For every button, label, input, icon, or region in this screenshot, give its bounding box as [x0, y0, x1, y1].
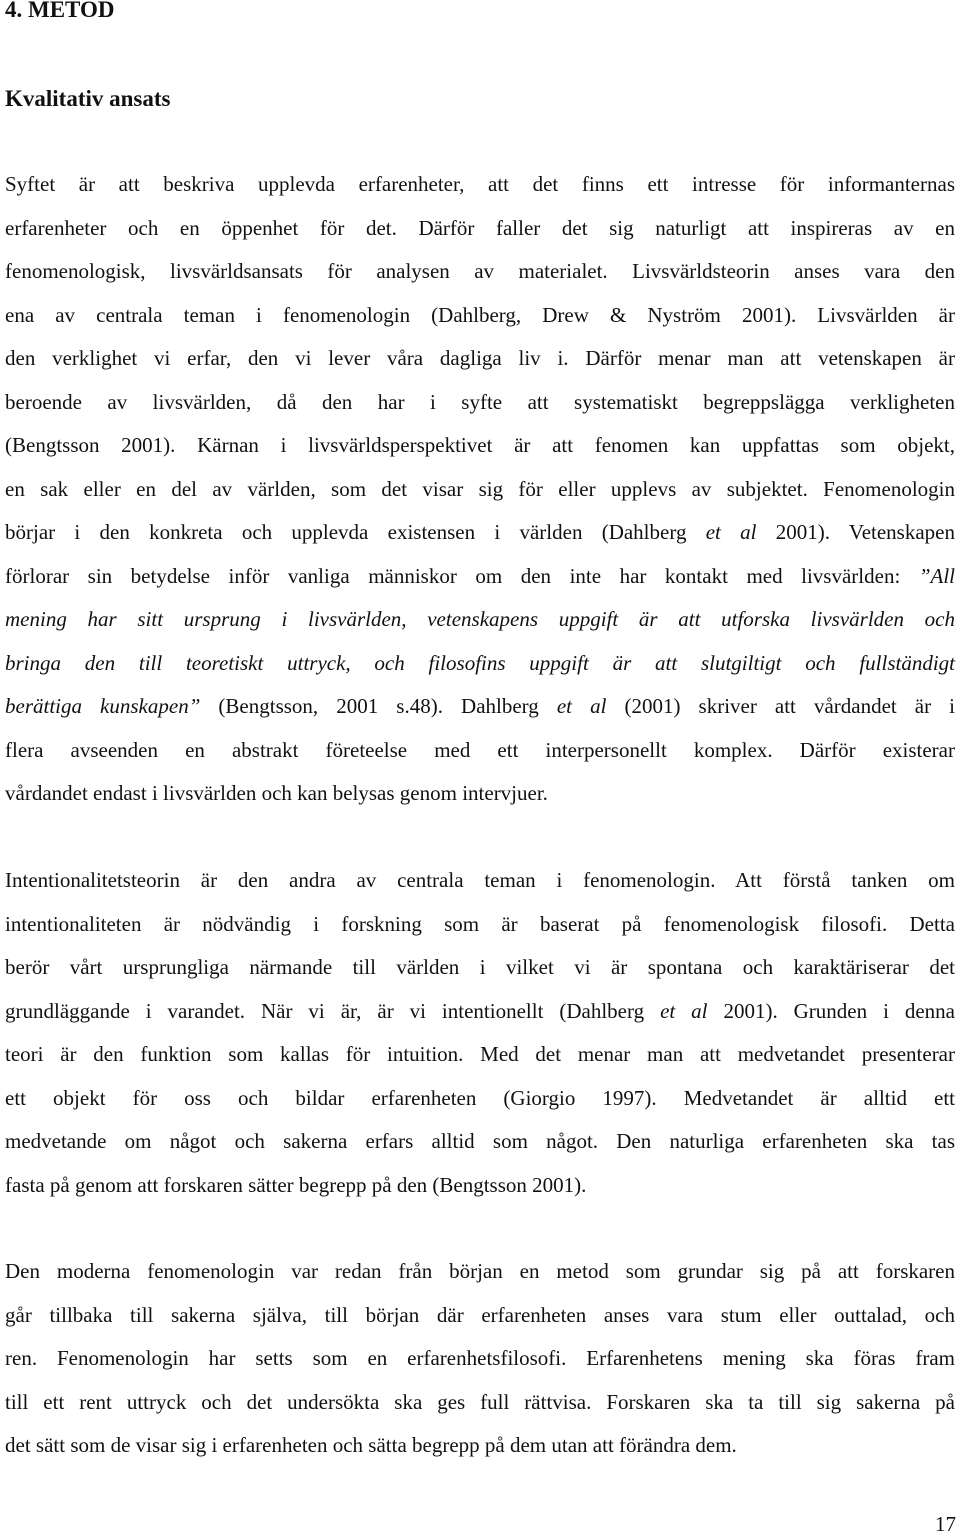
- text-line: [5, 555, 955, 599]
- body-text: ett objekt för oss och bildar erfarenheten (Giorgio 1997). Medvetandet är alltid ett: [5, 1085, 955, 1110]
- body-text: grundläggande i varandet. När vi är, är vi intentionellt (Dahlberg: [5, 998, 661, 1023]
- text-line: [5, 990, 955, 1034]
- body-text: Syftet är att beskriva upplevda erfarenheter, att det finns ett intresse för informanternas: [5, 172, 955, 196]
- text-line: [5, 598, 955, 642]
- text-line: [5, 642, 955, 686]
- text-line: [5, 424, 955, 468]
- body-text: ren. Fenomenologin har setts som en erfarenhetsfilosofi. Erfarenhetens mening ska föras fram: [5, 1346, 955, 1370]
- text-line: [5, 772, 955, 816]
- text-line: [5, 1033, 955, 1077]
- text-line: [5, 1294, 955, 1338]
- body-text: börjar i den konkreta och upplevda existensen i världen (Dahlberg: [5, 520, 706, 544]
- body-text: till ett rent uttryck och det undersökta ska ges full rättvisa. Forskaren ska ta till sig sakerna på: [5, 1389, 955, 1414]
- body-text: intentionaliteten är nödvändig i forskning som är baserat på fenomenologisk filosofi. Detta: [5, 911, 955, 936]
- body-text: teori är den funktion som kallas för intuition. Med det menar man att medvetandet presenterar: [5, 1042, 955, 1066]
- body-text: fasta på genom att forskaren sätter begrepp på den (Bengtsson 2001).: [5, 1172, 587, 1197]
- body-text: fenomenologisk, livsvärldsansats för analysen av materialet. Livsvärldsteorin anses vara den: [5, 259, 955, 283]
- body-text: (Bengtsson 2001). Kärnan i livsvärldsperspektivet är att fenomen kan uppfattas som objekt,: [5, 433, 955, 457]
- body-text: medvetande om något och sakerna erfars alltid som något. Den naturliga erfarenheten ska tas: [5, 1129, 955, 1153]
- text-line: [5, 381, 955, 425]
- text-line: [5, 1077, 955, 1121]
- body-text: 2001). Grunden i denna: [707, 998, 955, 1023]
- body-text: erfarenheter och en öppenhet för det. Därför faller det sig naturligt att inspireras av en: [5, 215, 955, 240]
- text-line: [5, 163, 955, 207]
- text-line: [5, 685, 955, 729]
- body-text: berör vårt ursprungliga närmande till världen i vilket vi är spontana och karaktäriserar det: [5, 955, 955, 979]
- text-line: [5, 859, 955, 903]
- italic-text: mening har sitt ursprung i livsvärlden, vetenskapens uppgift är att utforska livsvärlden och: [5, 607, 955, 631]
- text-line: [5, 250, 955, 294]
- text-line: [5, 468, 955, 512]
- text-line: [5, 903, 955, 947]
- italic-text: ”All: [918, 563, 955, 588]
- body-text: 2001). Vetenskapen: [756, 520, 956, 544]
- text-line: [5, 1164, 955, 1208]
- body-text: Den moderna fenomenologin var redan från början en metod som grundar sig på att forskaren: [5, 1259, 955, 1283]
- body-text: (Bengtsson, 2001 s.48). Dahlberg: [200, 694, 557, 718]
- text-line: [5, 729, 955, 773]
- italic-text: et al: [556, 694, 607, 718]
- italic-text: berättiga kunskapen”: [5, 694, 201, 718]
- paragraph-modern-phenomenology: [5, 1250, 955, 1468]
- body-text: en sak eller en del av världen, som det visar sig för eller upplevs av subjektet. Fenomenologin: [5, 476, 955, 501]
- body-text: ena av centrala teman i fenomenologin (Dahlberg, Drew & Nyström 2001). Livsvärlden är: [5, 302, 955, 327]
- body-text: flera avseenden en abstrakt företeelse med ett interpersonellt komplex. Därför existerar: [5, 737, 955, 762]
- body-text: den verklighet vi erfar, den vi lever våra dagliga liv i. Därför menar man att vetenskapen är: [5, 346, 955, 370]
- text-line: [5, 207, 955, 251]
- section-title: 4. METOD: [5, 0, 115, 22]
- text-line: [5, 1120, 955, 1164]
- text-line: [5, 1381, 955, 1425]
- body-text: Intentionalitetsteorin är den andra av centrala teman i fenomenologin. Att förstå tanken om: [5, 868, 955, 892]
- italic-text: bringa den till teoretiskt uttryck, och filosofins uppgift är att slutgiltigt och fullständigt: [5, 650, 955, 675]
- text-line: [5, 1337, 955, 1381]
- italic-text: et al: [705, 520, 757, 544]
- text-line: [5, 1424, 955, 1468]
- text-line: [5, 1250, 955, 1294]
- paragraph-lifeworld: [5, 163, 955, 816]
- text-line: [5, 946, 955, 990]
- body-text: det sätt som de visar sig i erfarenheten och sätta begrepp på dem utan att förändra dem.: [5, 1433, 737, 1457]
- body-text: förlorar sin betydelse inför vanliga människor om den inte har kontakt med livsvärlden:: [5, 563, 919, 588]
- body-text: (2001) skriver att vårdandet är i: [606, 694, 956, 718]
- subsection-title: Kvalitativ ansats: [5, 86, 171, 111]
- text-line: [5, 337, 955, 381]
- paragraph-intentionality: [5, 859, 955, 1207]
- body-text: går tillbaka till sakerna själva, till början där erfarenheten anses vara stum eller outtalad, och: [5, 1302, 955, 1327]
- body-text: beroende av livsvärlden, då den har i syfte att systematiskt begreppslägga verkligheten: [5, 389, 955, 414]
- text-line: [5, 511, 955, 555]
- italic-text: et al: [660, 998, 708, 1023]
- page-number: 17: [935, 1512, 956, 1536]
- body-text: vårdandet endast i livsvärlden och kan belysas genom intervjuer.: [5, 781, 548, 805]
- text-line: [5, 294, 955, 338]
